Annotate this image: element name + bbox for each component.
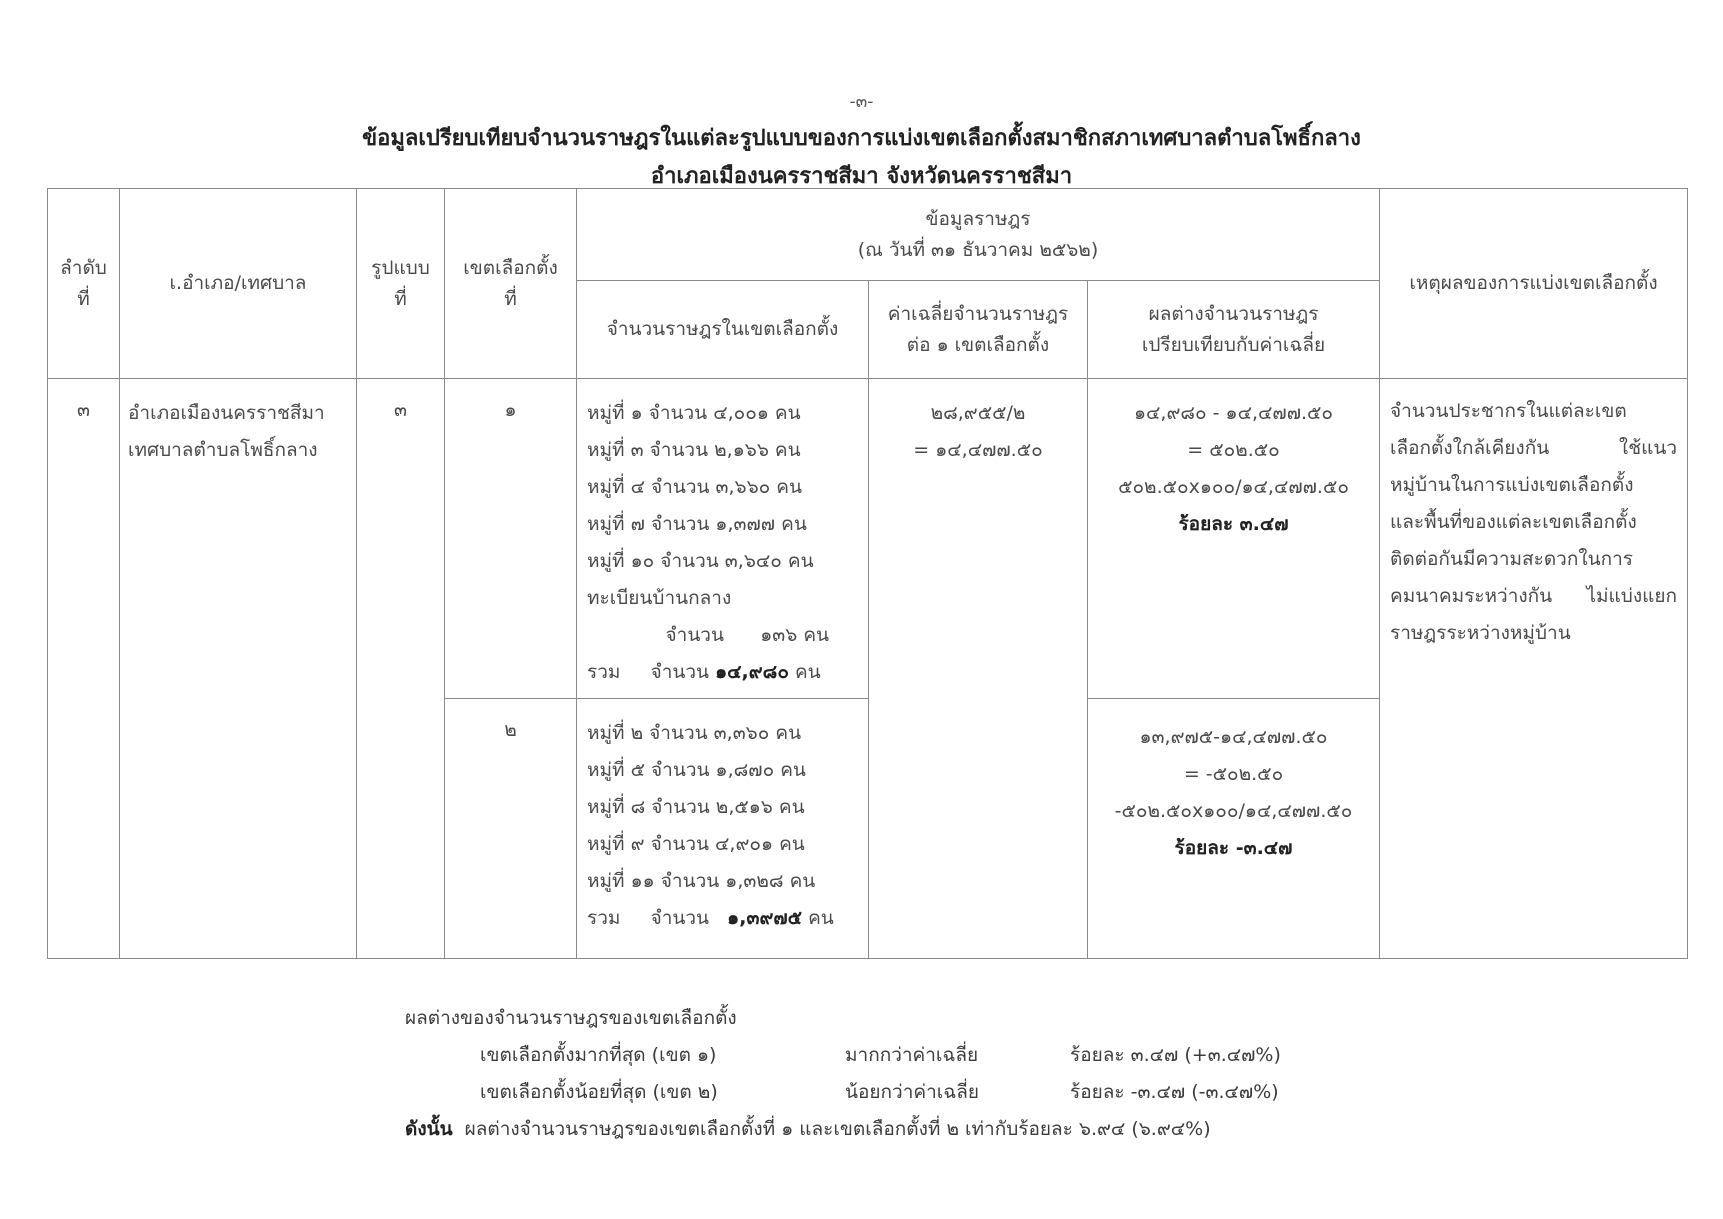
zone-2-number: ๒	[445, 699, 577, 959]
district-cell: อำเภอเมืองนครราชสีมา เทศบาลตำบลโพธิ์กลาง	[120, 379, 357, 959]
header-order: ลำดับ ที่	[48, 189, 120, 379]
pattern-cell: ๓	[357, 379, 445, 959]
header-population-in-zone: จำนวนราษฎรในเขตเลือกตั้ง	[577, 281, 869, 379]
header-average: ค่าเฉลี่ยจำนวนราษฎร ต่อ ๑ เขตเลือกตั้ง	[869, 281, 1088, 379]
zone-2-population: หมู่ที่ ๒ จำนวน ๓,๓๖๐ คน หมู่ที่ ๕ จำนวน ๑,๘๗๐ คน หมู่ที่ ๘ จำนวน ๒,๕๑๖ คน หมู่ที่ ๙ จำนวน ๔,๙๐๑ คน หมู่ที่ ๑๑ จำนวน ๑,๓๒๘ คน รวม จำนวน ๑,๓๙๗๕ คน	[577, 699, 869, 959]
comparison-table	[47, 188, 1688, 959]
header-reason: เหตุผลของการแบ่งเขตเลือกตั้ง	[1380, 189, 1688, 379]
summary-section	[405, 1000, 1281, 1148]
document-subtitle: อำเภอเมืองนครราชสีมา จังหวัดนครราชสีมา	[650, 164, 1073, 189]
header-zone: เขตเลือกตั้ง ที่	[445, 189, 577, 379]
average-cell: ๒๘,๙๕๕/๒ = ๑๔,๔๗๗.๕๐	[869, 379, 1088, 959]
zone-1-difference: ๑๔,๙๘๐ - ๑๔,๔๗๗.๕๐ = ๕๐๒.๕๐ ๕๐๒.๕๐x๑๐๐/๑๔,๔๗๗.๕๐ ร้อยละ ๓.๔๗	[1088, 379, 1380, 699]
header-district: เ.อำเภอ/เทศบาล	[120, 189, 357, 379]
summary-conclusion: ดังนั้น ผลต่างจำนวนราษฎรของเขตเลือกตั้งที่ ๑ และเขตเลือกตั้งที่ ๒ เท่ากับร้อยละ ๖.๙๔ (๖.๙๔%)	[405, 1118, 1211, 1140]
header-population-info: ข้อมูลราษฎร (ณ วันที่ ๓๑ ธันวาคม ๒๕๖๒)	[577, 189, 1380, 281]
summary-min-row: เขตเลือกตั้งน้อยที่สุด (เขต ๒) น้อยกว่าค่าเฉลี่ย ร้อยละ -๓.๔๗ (-๓.๔๗%)	[480, 1081, 1279, 1103]
page-number: -๓-	[849, 92, 874, 112]
table-row	[48, 379, 1688, 699]
header-row-1	[48, 189, 1688, 281]
zone-1-number: ๑	[445, 379, 577, 699]
zone-2-total: รวม จำนวน ๑,๓๙๗๕ คน	[587, 907, 834, 929]
zone-1-population: หมู่ที่ ๑ จำนวน ๔,๐๐๑ คน หมู่ที่ ๓ จำนวน ๒,๑๖๖ คน หมู่ที่ ๔ จำนวน ๓,๖๖๐ คน หมู่ที่ ๗ จำนวน ๑,๓๗๗ คน หมู่ที่ ๑๐ จำนวน ๓,๖๔๐ คน ทะเบียนบ้านกลาง จำนวน ๑๓๖ คน รวม จำนวน ๑๔,๙๘๐ คน	[577, 379, 869, 699]
header-pattern: รูปแบบ ที่	[357, 189, 445, 379]
summary-heading: ผลต่างของจำนวนราษฎรของเขตเลือกตั้ง	[405, 1007, 737, 1029]
zone-2-difference: ๑๓,๙๗๕-๑๔,๔๗๗.๕๐ = -๕๐๒.๕๐ -๕๐๒.๕๐x๑๐๐/๑๔,๔๗๗.๕๐ ร้อยละ -๓.๔๗	[1088, 699, 1380, 959]
summary-max-row: เขตเลือกตั้งมากที่สุด (เขต ๑) มากกว่าค่าเฉลี่ย ร้อยละ ๓.๔๗ (+๓.๔๗%)	[480, 1044, 1281, 1066]
document-title: ข้อมูลเปรียบเทียบจำนวนราษฎรในแต่ละรูปแบบของการแบ่งเขตเลือกตั้งสมาชิกสภาเทศบาลตำบลโพธิ์กลาง	[362, 126, 1361, 151]
header-difference: ผลต่างจำนวนราษฎร เปรียบเทียบกับค่าเฉลี่ย	[1088, 281, 1380, 379]
order-cell: ๓	[48, 379, 120, 959]
reason-cell: จำนวนประชากรในแต่ละเขต เลือกตั้งใกล้เคียงกัน ใช้แนว หมู่บ้านในการแบ่งเขตเลือกตั้ง และพื้นที่ของแต่ละเขตเลือกตั้ง ติดต่อกันมีความสะดวกในการ คมนาคมระหว่างกัน ไม่แบ่งแยก ราษฎรระหว่างหมู่บ้าน	[1380, 379, 1688, 959]
zone-1-total: รวม จำนวน ๑๔,๙๘๐ คน	[587, 661, 821, 683]
